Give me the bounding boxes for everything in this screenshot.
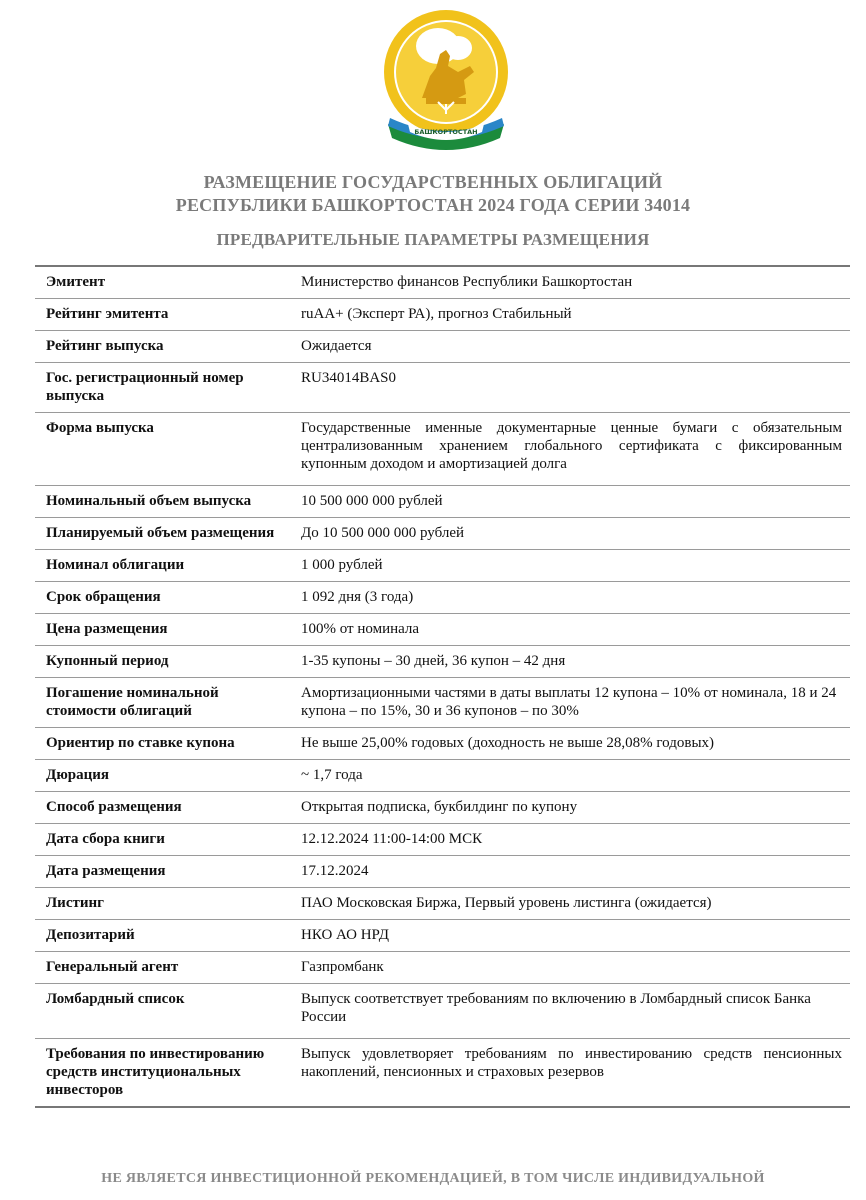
table-row [35,984,850,1039]
emblem-label: БАШКОРТОСТАН [414,128,478,136]
table-row [35,331,850,363]
row-value: Ожидается [301,338,372,354]
disclaimer-footer: НЕ ЯВЛЯЕТСЯ ИНВЕСТИЦИОННОЙ РЕКОМЕНДАЦИЕЙ, В ТОМ ЧИСЛЕ ИНДИВИДУАЛЬНОЙ [101,1171,765,1186]
row-label: Эмитент [46,274,106,290]
title-line-2: РЕСПУБЛИКИ БАШКОРТОСТАН 2024 ГОДА СЕРИИ 34014 [175,195,691,215]
row-value: Не выше 25,00% годовых (доходность не выше 28,08% годовых) [301,735,715,751]
row-label: Дюрация [46,767,110,783]
row-label: Срок обращения [46,589,161,605]
table-row [35,518,850,550]
table-row [35,792,850,824]
row-value: 1 000 рублей [301,557,383,573]
row-value: Амортизационными частями в даты выплаты 12 купона – 10% от номинала, 18 и 24 купона – по 15%, 30 и 36 купонов – по 30% [301,685,837,719]
row-label: Депозитарий [46,927,135,943]
table-row [35,728,850,760]
row-value: Газпромбанк [301,959,384,975]
row-label: Номинал облигации [46,557,185,573]
row-value: ПАО Московская Биржа, Первый уровень листинга (ожидается) [301,895,712,911]
table-row [35,363,850,413]
row-value: Министерство финансов Республики Башкортостан [301,274,633,290]
document-subtitle: ПРЕДВАРИТЕЛЬНЫЕ ПАРАМЕТРЫ РАЗМЕЩЕНИЯ [216,230,650,249]
row-value: 100% от номинала [301,621,420,637]
row-label: Планируемый объем размещения [46,525,275,541]
table-row [35,856,850,888]
row-label: Дата сбора книги [46,831,165,847]
table-row [35,920,850,952]
row-value: 10 500 000 000 рублей [301,493,443,509]
table-row [35,760,850,792]
row-label: Рейтинг эмитента [46,306,169,322]
row-label: Купонный период [46,653,169,669]
title-line-1: РАЗМЕЩЕНИЕ ГОСУДАРСТВЕННЫХ ОБЛИГАЦИЙ [203,172,663,192]
table-row [35,1039,850,1108]
table-row [35,486,850,518]
row-label: Дата размещения [46,863,166,879]
bashkortostan-emblem-icon [378,6,514,158]
row-label: Листинг [46,895,104,911]
row-label: Номинальный объем выпуска [46,493,252,509]
row-value: ~ 1,7 года [301,767,363,783]
row-value: НКО АО НРД [301,927,389,943]
row-label: Гос. регистрационный номер выпуска [46,370,244,404]
row-label: Способ размещения [46,799,182,815]
row-label: Генеральный агент [46,959,179,975]
row-value: Выпуск соответствует требованиям по включению в Ломбардный список Банка России [301,991,811,1025]
table-row [35,888,850,920]
row-label: Ориентир по ставке купона [46,735,235,751]
row-value: До 10 500 000 000 рублей [301,525,465,541]
row-label: Цена размещения [46,621,168,637]
row-value: RU34014BAS0 [301,370,397,386]
row-value: ruAA+ (Эксперт РА), прогноз Стабильный [301,306,572,322]
row-value: Выпуск удовлетворяет требованиям по инвестированию средств пенсионных накоплений, пенсионных и страховых резервов [301,1046,842,1080]
row-value: Открытая подписка, букбилдинг по купону [301,799,578,815]
row-label: Требования по инвестированию средств институциональных инвесторов [46,1046,265,1098]
table-row [35,952,850,984]
row-value: 17.12.2024 [301,863,369,879]
row-label: Погашение номинальной стоимости облигаций [46,685,219,719]
table-row [35,614,850,646]
row-label: Рейтинг выпуска [46,338,164,354]
parameters-table [35,265,850,1108]
table-row [35,299,850,331]
table-row [35,678,850,728]
row-value: Государственные именные документарные ценные бумаги с обязательным централизованным хранением глобального сертификата с фиксированным купонным доходом и амортизацией долга [301,420,842,472]
document-title [0,171,866,217]
row-value: 1-35 купоны – 30 дней, 36 купон – 42 дня [301,653,566,669]
row-value: 1 092 дня (3 года) [301,589,414,605]
table-row [35,582,850,614]
row-label: Форма выпуска [46,420,154,436]
table-row [35,413,850,486]
table-row [35,646,850,678]
table-row [35,266,850,299]
table-row [35,550,850,582]
table-row [35,824,850,856]
row-value: 12.12.2024 11:00-14:00 МСК [301,831,483,847]
row-label: Ломбардный список [46,991,185,1007]
